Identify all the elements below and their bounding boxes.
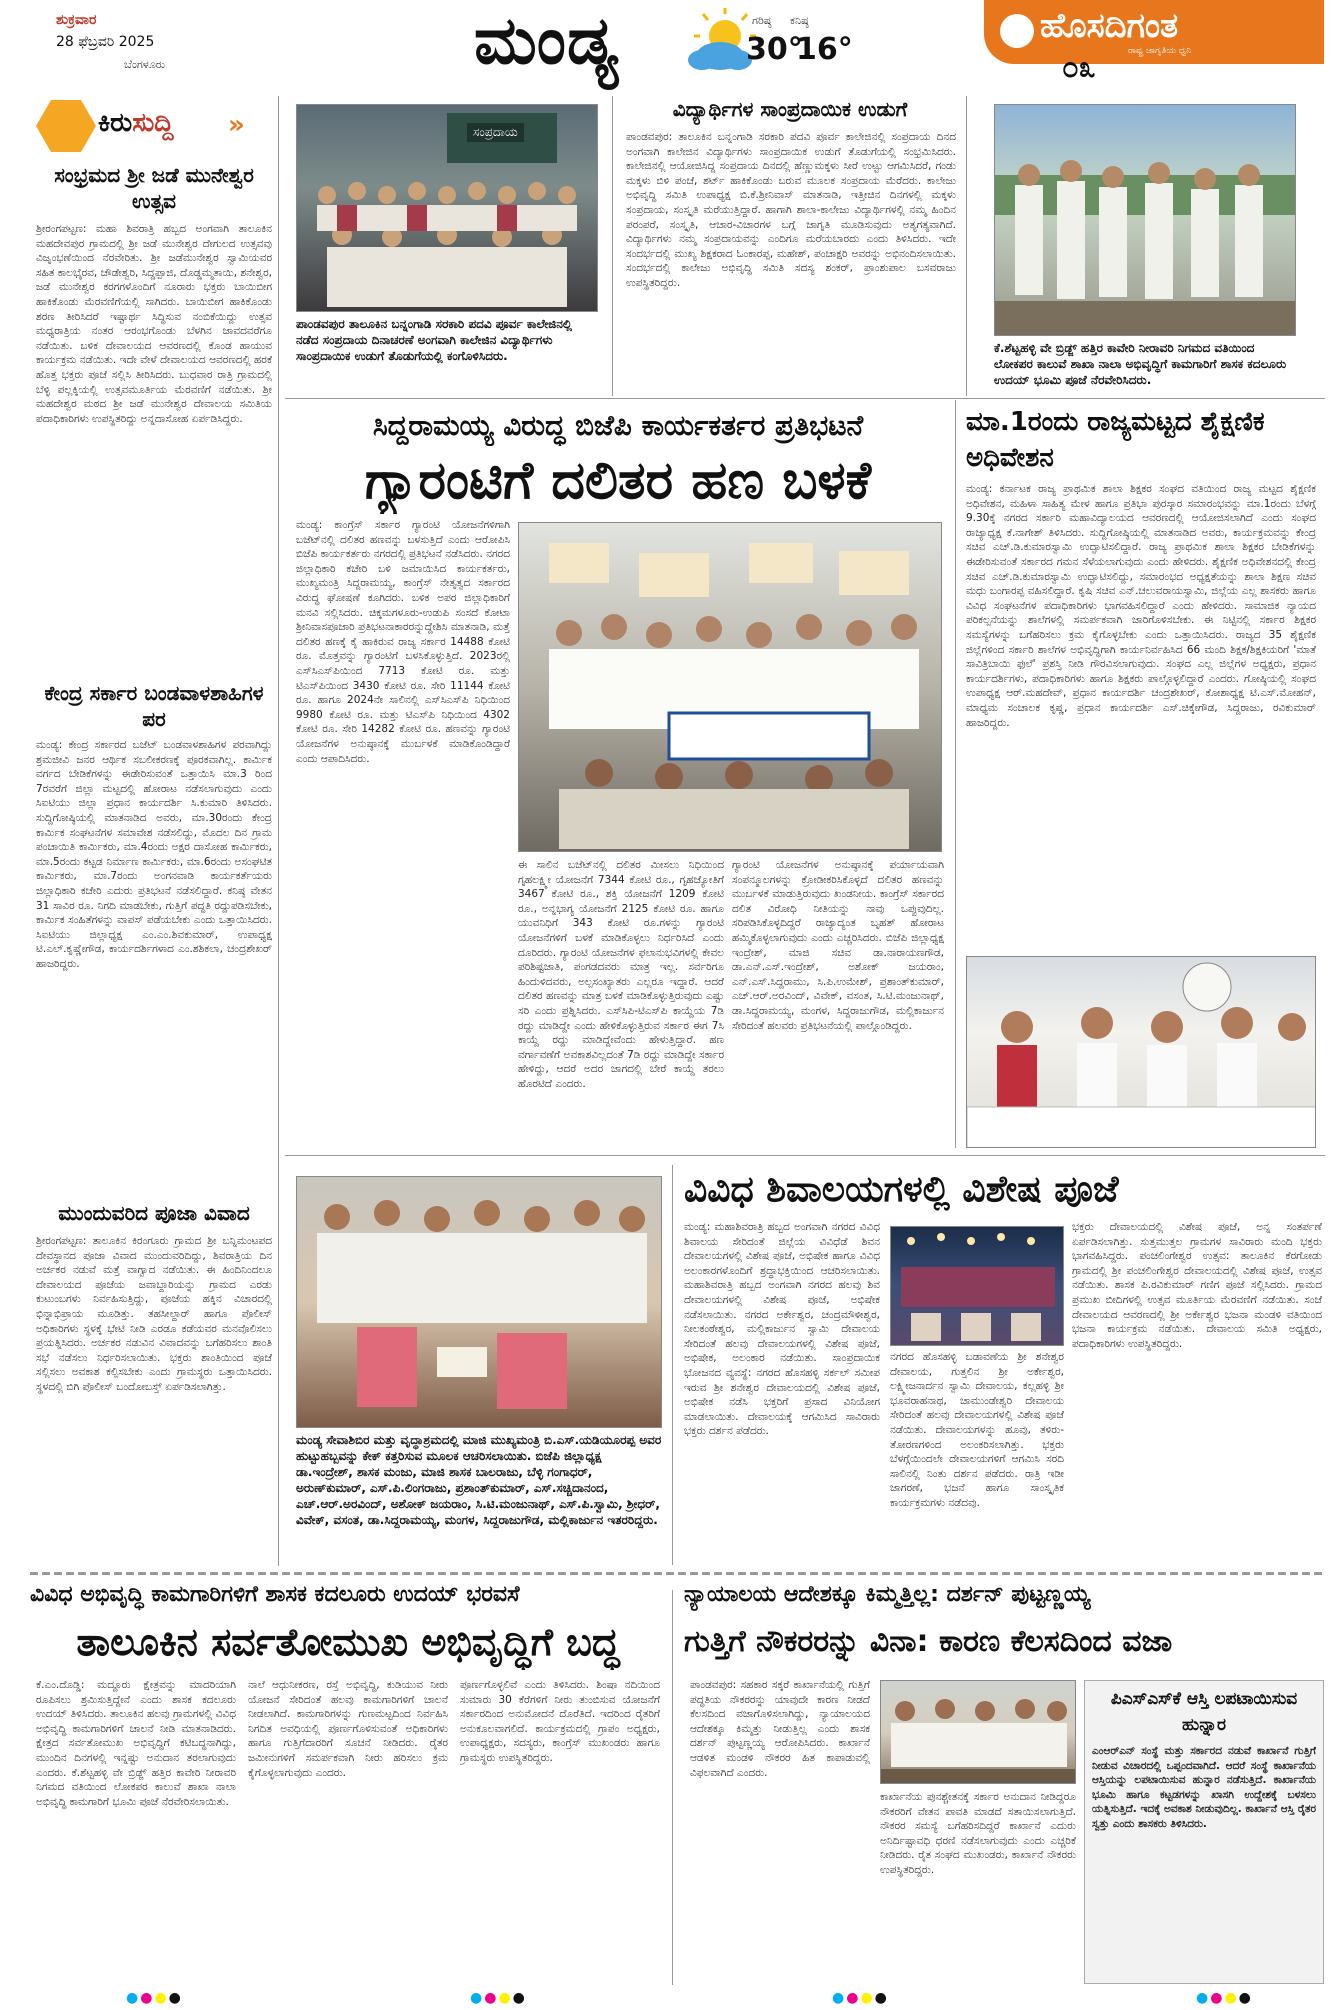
sidebar-box-title: ಪಿಎಸ್‌ಎಸ್‌ಕೆ ಆಸ್ತಿ ಲಪಟಾಯಿಸುವ ಹುನ್ನಾರ — [1110, 1689, 1298, 1735]
registration-dots: ●●●● — [832, 1990, 889, 2006]
column-divider — [278, 96, 279, 1566]
brief-body-1: ಶ್ರೀರಂಗಪಟ್ಟಣ: ಮಹಾ ಶಿವರಾತ್ರಿ ಹಬ್ಬದ ಅಂಗವಾಗಿ ತಾಲೂಕಿನ ಮಹದೇವಪುರ ಗ್ರಾಮದಲ್ಲಿ ಶ್ರೀ ಜಡೆ ಮುನೇಶ್ವರ ದೇಗುಲದ ಉತ್ಸವವು ವಿಜೃಂಭಣೆಯಿಂದ ನೆರವೇರಿತು. ಶ್ರೀ ಜಡೆಮುನೇಶ್ವರ ಸ್ವಾಮಿಯವರ ಸಹಿತ ಕಾಲಭೈರವ, ಚೌಡೇಶ್ವರಿ, ಸಿದ್ದಪ್ಪಾಜಿ, ದೊಡ್ಡಮ್ಮತಾಯಿ, ಶನೇಶ್ವರ, ಜಡೆ ಮುನೇಶ್ವರ ಕರಗಗಳೊಂದಿಗೆ ನೂರಾರು ಭಕ್ತರು ಬಾಯಿಬೀಗ ಹಾಕಿಕೊಂಡು ಮೆರವಣಿಗೆಯಲ್ಲಿ ಸಾಗಿದರು. ಬಾಯಿಬೀಗ ಹಾಕಿಕೊಂಡು ಶರಣ ತೀರಿಸಿದರೆ ಇಷ್ಟಾರ್ಥ ಸಿದ್ಧಿಸುವ ನಂಬಿಕೆಯಿದ್ದು ಉತ್ಸವ ಮಧ್ಯರಾತ್ರಿಯ ನಂತರ ಆರಂಭಗೊಂಡು ಬೆಳಗಿನ ಜಾವದವರೆಗೂ ನಡೆಯಿತು. ಬಳಿಕ ದೇವಾಲಯದ ಆವರಣದಲ್ಲಿ ಕೊಂಡ ಹಾಯುವ ಕಾರ್ಯಕ್ರಮ ನಡೆಯಿತು. ಇದೇ ವೇಳೆ ದೇವಾಲಯದ ಆವರಣದಲ್ಲಿ ಹರಕೆ ಹೊತ್ತ ಭಕ್ತರು ಪೂಜೆ ಸಲ್ಲಿಸಿ ತೀರಿಸಿದರು. ಬುಧವಾರ ರಾತ್ರಿ ಗ್ರಾಮದಲ್ಲಿ ಬೆಳ್ಳಿ ಪಲ್ಲಕ್ಕಿಯಲ್ಲಿ ಉತ್ಸವಮೂರ್ತಿಯ ಮೆರವಣಿಗೆ ನಡೆಯಿತು. ಶ್ರೀ ಮಹದೇಶ್ವರ ಮಠದ ಶ್ರೀ ಜಡೆ ಮುನೇಶ್ವರ ದೇವಾಲಯ ಸಮಿತಿಯ ಪದಾಧಿಕಾರಿಗಳು ಉಪಸ್ಥಿತರಿದ್ದು ಅನ್ನದಾಸೋಹ ಏರ್ಪಡಿಸಿದ್ದರು. — [36, 223, 272, 425]
brand-tagline: ರಾಷ್ಟ್ರ ಜಾಗೃತಿಯ ಧ್ವನಿ — [1128, 46, 1192, 56]
development-story-headline: ತಾಲೂಕಿನ ಸರ್ವತೋಮುಖ ಅಭಿವೃದ್ಧಿಗೆ ಬದ್ಧ — [76, 1620, 620, 1664]
workers-story-headline: ಗುತ್ತಿಗೆ ನೌಕರರನ್ನು ವಿನಾ: ಕಾರಣ ಕೆಲಸದಿಂದ ವಜಾ — [684, 1624, 1173, 1659]
development-story-kicker: ವಿವಿಧ ಅಭಿವೃದ್ಧಿ ಕಾಮಗಾರಿಗಳಿಗೆ ಶಾಸಕ ಕದಲೂರು ಉದಯ್ ಭರವಸೆ — [30, 1582, 520, 1607]
section-divider — [30, 1572, 1325, 1575]
birthday-photo — [296, 1176, 662, 1428]
shiva-story-title: ವಿವಿಧ ಶಿವಾಲಯಗಳಲ್ಲಿ ವಿಶೇಷ ಪೂಜೆ — [684, 1169, 1119, 1210]
min-temp-label: ಕನಿಷ್ಠ — [790, 14, 809, 27]
crowd-illustration — [995, 105, 1296, 336]
kirusuddi-label — [98, 108, 173, 139]
main-story-column-3: ಗ್ಯಾರಂಟಿ ಯೋಜನೆಗಳ ಅನುಷ್ಠಾನಕ್ಕೆ ಪರ್ಯಾಯವಾಗಿ ಸಂಪನ್ಮೂಲಗಳನ್ನು ಕ್ರೋಡೀಕರಿಸಿಕೊಳ್ಳದೆ ದಲಿತರ ಹಣವನ್ನು ಮುರ್ಬಳಕೆ ಮಾಡುತ್ತಿರುವುದು ಖಂಡನೀಯ. ಕಾಂಗ್ರೆಸ್ ಸರ್ಕಾರದ ದಲಿತ ವಿರೋಧಿ ನೀತಿಯನ್ನು ನಾವು ಒಪ್ಪುವುದಿಲ್ಲ. ಸರಿಪಡಿಸಿಕೊಳ್ಳದಿದ್ದರೆ ರಾಜ್ಯಾದ್ಯಂತ ಬೃಹತ್ ಹೋರಾಟ ಹಮ್ಮಿಕೊಳ್ಳಲಾಗುವುದು ಎಂದು ಎಚ್ಚರಿಸಿದರು. ಬಿಜೆಪಿ ಜಿಲ್ಲಾಧ್ಯಕ್ಷ ಇಂದ್ರೇಶ್, ಮಾಜಿ ಸಚಿವ ಡಾ.ನಾರಾಯಣಗೌಡ, ಡಾ.ಎನ್.ಎಸ್.ಇಂದ್ರೇಶ್, ಅಶೋಕ್ ಜಯರಾಂ, ಎನ್.ಎಸ್.ಸಿದ್ದರಾಮು, ಸಿ.ಪಿ.ಉಮೇಶ್, ಪ್ರಶಾಂತ್‌ಕುಮಾರ್, ಎಚ್.ಆರ್.ಅರವಿಂದ್, ವಿವೇಕ್, ವಸಂತ, ಸಿ.ಟಿ.ಮಂಜುನಾಥ್, ಡಾ.ಸಿದ್ದರಾಮಯ್ಯ, ಮಂಗಳ, ಸಿದ್ದರಾಜುಗೌಡ, ಮಲ್ಲಿಕಾರ್ಜುನ ಸೇರಿದಂತೆ ಹಲವರು ಪ್ರತಿಭಟನೆಯಲ್ಲಿ ಪಾಲ್ಗೊಂಡಿದ್ದರು. — [732, 859, 944, 1032]
main-story-column-2: ಈ ಸಾಲಿನ ಬಜೆಟ್‌ನಲ್ಲಿ ದಲಿತರ ಮೀಸಲು ನಿಧಿಯಿಂದ ಗೃಹಲಕ್ಷ್ಮೀ ಯೋಜನೆಗೆ 7344 ಕೋಟಿ ರೂ., ಗೃಹಜ್ಯೋತಿಗೆ 3467 ಕೋಟಿ ರೂ., ಶಕ್ತಿ ಯೋಜನೆಗೆ 1209 ಕೋಟಿ ರೂ., ಅನ್ನಭಾಗ್ಯ ಯೋಜನೆಗೆ 2125 ಕೋಟಿ ರೂ. ಹಾಗೂ ಯುವನಿಧಿಗೆ 343 ಕೋಟಿ ರೂ.ಗಳನ್ನು ಗ್ಯಾರಂಟಿ ಯೋಜನೆಗಳಿಗೆ ಬಳಕೆ ಮಾಡಿಕೊಳ್ಳಲು ನಿರ್ಧರಿಸಿದೆ ಎಂದು ದೂರಿದರು. ಗ್ಯಾರಂಟಿ ಯೋಜನೆಗಳ ಫಲಾನುಭವಿಗಳಲ್ಲಿ ಕೇವಲ ಪರಿಶಿಷ್ಟಜಾತಿ, ಪಂಗಡದವರು ಮಾತ್ರ ಇಲ್ಲ. ಸರ್ವರಿಗೂ ಹಿಂದುಳಿದವರು, ಅಲ್ಪಸಂಖ್ಯಾತರು ಎಲ್ಲರೂ ಇದ್ದಾರೆ. ಆದರೆ ದಲಿತರ ಹಣವನ್ನು ಮಾತ್ರ ಬಳಕೆ ಮಾಡಿಕೊಳ್ಳುತ್ತಿರುವುದು ಎಷ್ಟು ಸರಿ ಎಂದು ಪ್ರಶ್ನಿಸಿದರು. ಎಸ್‌ಸಿಪಿ-ಟಿಎಸ್‌ಪಿ ಕಾಯ್ದೆಯ 7ಡಿ ರದ್ದು ಮಾಡಿದ್ದೇ ಎಂದು ಹೇಳಿಕೊಳ್ಳುತ್ತಿರುವ ಸರ್ಕಾರ ಈಗ 7ಸಿ ಕಾಯ್ದೆ ರದ್ದು ಮಾಡಿದ್ದೇವೆಂದು ಹೇಳುತ್ತಿದ್ದಾರೆ. ಹಣ ವರ್ಗಾವಣೆಗೆ ಅವಕಾಶವಿಲ್ಲದಂತೆ 7ಡಿ ರದ್ದು ಮಾಡಿದ್ದೇ ಸರ್ಕಾರ ಹೇಳಿದ್ದು, ಆದರೆ ಅದರ ಜಾಗದಲ್ಲಿ ಬೇರೆ ಕಾಯ್ದೆ ತರಲು ಹೊರಟಿದೆ ಎಂದರು. — [518, 859, 724, 1090]
shiva-story-column-2: ನಗರದ ಹೊಸಹಳ್ಳಿ ಬಡಾವಣೆಯ ಶ್ರೀ ಶನೇಶ್ವರ ದೇವಾಲಯ, ಗುತ್ತಲಿನ ಶ್ರೀ ಅರ್ಕೇಶ್ವರ, ಲಕ್ಷ್ಮೀಜನಾರ್ದನ ಸ್ವಾಮಿ ದೇವಾಲಯ, ಕಲ್ಲಹಳ್ಳಿ ಶ್ರೀ ಭೂವರಾಹನಾಥ, ಚಾಮುಂಡೇಶ್ವರಿ ದೇವಾಲಯ ಸೇರಿದಂತೆ ಹಲವು ದೇವಾಲಯಗಳಲ್ಲಿ ವಿಶೇಷ ಪೂಜೆ ನಡೆಯಿತು. ದೇವಾಲಯಗಳನ್ನು ಹೂವು, ತಳಿರು-ತೋರಣಗಳಿಂದ ಅಲಂಕರಿಸಲಾಗಿತ್ತು. ಭಕ್ತರು ಬೆಳಗ್ಗೆಯಿಂದಲೇ ದೇವಾಲಯಗಳಿಗೆ ಆಗಮಿಸಿ ಸರದಿ ಸಾಲಿನಲ್ಲಿ ನಿಂತು ದರ್ಶನ ಪಡೆದರು. ರಾತ್ರಿ ಇಡೀ ಜಾಗರಣೆ, ಭಜನೆ ಹಾಗೂ ಸಾಂಸ್ಕೃತಿಕ ಕಾರ್ಯಕ್ರಮಗಳು ನಡೆದವು. — [890, 1351, 1064, 1509]
protest-photo — [518, 522, 942, 852]
birthday-caption: ಮಂಡ್ಯ ಸೇವಾಶಿಬಿರ ಮತ್ತು ವೃದ್ಧಾಶ್ರಮದಲ್ಲಿ ಮಾಜಿ ಮುಖ್ಯಮಂತ್ರಿ ಬಿ.ಎಸ್.ಯಡಿಯೂರಪ್ಪ ಅವರ ಹುಟ್ಟುಹಬ್ಬವನ್ನು ಕೇಕ್ ಕತ್ತರಿಸುವ ಮೂಲಕ ಆಚರಿಸಲಾಯಿತು. ಬಿಜೆಪಿ ಜಿಲ್ಲಾಧ್ಯಕ್ಷ ಡಾ.ಇಂದ್ರೇಶ್, ಶಾಸಕ ಮಂಜು, ಮಾಜಿ ಶಾಸಕ ಬಾಲರಾಜು, ಬೆಳ್ಳಿ ಗಂಗಾಧರ್, ಅರುಣ್‌ಕುಮಾರ್, ಎಸ್.ಪಿ.ಲಿಂಗರಾಜು, ಪ್ರಶಾಂತ್‌ಕುಮಾರ್, ಎಸ್.ಸಚ್ಚಿದಾನಂದ, ಎಚ್.ಆರ್.ಅರವಿಂದ್, ಅಶೋಕ್ ಜಯರಾಂ, ಸಿ.ಟಿ.ಮಂಜುನಾಥ್, ಎಸ್.ಪಿ.ಸ್ವಾಮಿ, ಶ್ರೀಧರ್, ವಿವೇಕ್, ವಸಂತ, ಡಾ.ಸಿದ್ದರಾಮಯ್ಯ, ಮಂಗಳ, ಸಿದ್ದರಾಜುಗೌಡ, ಮಲ್ಲಿಕಾರ್ಜುನ ಇತರರಿದ್ದರು. — [296, 1433, 662, 1527]
development-story-column-1: ಕೆ.ಎಂ.ದೊಡ್ಡಿ: ಮದ್ದೂರು ಕ್ಷೇತ್ರವನ್ನು ಮಾದರಿಯಾಗಿ ರೂಪಿಸಲು ಶ್ರಮಿಸುತ್ತಿದ್ದೇನೆ ಎಂದು ಶಾಸಕ ಕದಲೂರು ಉದಯ್ ತಿಳಿಸಿದರು. ತಾಲೂಕಿನ ಹಲವು ಗ್ರಾಮಗಳಲ್ಲಿ ವಿವಿಧ ಅಭಿವೃದ್ಧಿ ಕಾಮಗಾರಿಗಳಿಗೆ ಚಾಲನೆ ನೀಡಿ ಮಾತನಾಡಿದರು. ಕ್ಷೇತ್ರದ ಸರ್ವತೋಮುಖ ಅಭಿವೃದ್ಧಿಗೆ ಕಟಿಬದ್ಧನಾಗಿದ್ದು, ಮುಂದಿನ ದಿನಗಳಲ್ಲಿ ಇನ್ನಷ್ಟು ಅನುದಾನ ತರಲಾಗುವುದು ಎಂದರು. ಕೆ.ಶೆಟ್ಟಹಳ್ಳಿ ವೇ ಬ್ರಿಡ್ಜ್ ಹತ್ತಿರ ಕಾವೇರಿ ನೀರಾವರಿ ನಿಗಮದ ವತಿಯಿಂದ ಲೋಕಪರ ಕಾಲುವೆ ಶಾಖಾ ನಾಲಾ ಅಭಿವೃದ್ಧಿ ಕಾಮಗಾರಿಗೆ ಭೂಮಿ ಪೂಜೆ ನೆರವೇರಿಸಲಾಯಿತು. — [36, 1679, 236, 1808]
college-story-title: ವಿದ್ಯಾರ್ಥಿಗಳ ಸಾಂಪ್ರದಾಯಿಕ ಉಡುಗೆ — [672, 97, 908, 121]
bhoomi-pooja-photo — [994, 104, 1296, 336]
development-story-column-2: ನಾಲೆ ಆಧುನೀಕರಣ, ರಸ್ತೆ ಅಭಿವೃದ್ಧಿ, ಕುಡಿಯುವ ನೀರು ಯೋಜನೆ ಸೇರಿದಂತೆ ಹಲವು ಕಾಮಗಾರಿಗಳಿಗೆ ಚಾಲನೆ ನೀಡಲಾಗಿದೆ. ಕಾಮಗಾರಿಗಳನ್ನು ಗುಣಮಟ್ಟದಿಂದ ನಿರ್ವಹಿಸಿ ನಿಗದಿತ ಅವಧಿಯಲ್ಲಿ ಪೂರ್ಣಗೊಳಿಸುವಂತೆ ಅಧಿಕಾರಿಗಳು ಹಾಗೂ ಗುತ್ತಿಗೆದಾರರಿಗೆ ಸೂಚನೆ ನೀಡಿದರು. ರೈತರ ಜಮೀನುಗಳಿಗೆ ಸಮರ್ಪಕವಾಗಿ ನೀರು ಹರಿಸಲು ಕ್ರಮ ಕೈಗೊಳ್ಳಲಾಗುವುದು ಎಂದರು. — [248, 1679, 448, 1779]
stage-lights-illustration — [891, 1227, 1064, 1346]
bhoomi-pooja-caption: ಕೆ.ಶೆಟ್ಟಹಳ್ಳಿ ವೇ ಬ್ರಿಡ್ಜ್ ಹತ್ತಿರ ಕಾವೇರಿ ನೀರಾವರಿ ನಿಗಮದ ವತಿಯಿಂದ ಲೋಕಪರ ಕಾಲುವೆ ಶಾಖಾ ನಾಲಾ ಅಭಿವೃದ್ಧಿಗೆ ಕಾಮಗಾರಿಗೆ ಶಾಸಕ ಕದಲೂರು ಉದಯ್ ಭೂಮಿ ಪೂಜೆ ನೆರವೇರಿಸಿದರು. — [994, 341, 1287, 387]
workers-story-column-1: ಪಾಂಡವಪುರ: ಸಹಕಾರ ಸಕ್ಕರೆ ಕಾರ್ಖಾನೆಯಲ್ಲಿ ಗುತ್ತಿಗೆ ಪದ್ಧತಿಯ ನೌಕರರನ್ನು ಯಾವುದೇ ಕಾರಣ ನೀಡದೆ ಕೆಲಸದಿಂದ ವಜಾಗೊಳಿಸಲಾಗಿದ್ದು, ನ್ಯಾಯಾಲಯದ ಆದೇಶಕ್ಕೂ ಕಿಮ್ಮತ್ತು ನೀಡುತ್ತಿಲ್ಲ ಎಂದು ಶಾಸಕ ದರ್ಶನ್ ಪುಟ್ಟಣ್ಣಯ್ಯ ಆರೋಪಿಸಿದರು. ಕಾರ್ಖಾನೆ ಆಡಳಿತ ಮಂಡಳಿ ನೌಕರರ ಹಿತ ಕಾಪಾಡುವಲ್ಲಿ ವಿಫಲವಾಗಿದೆ ಎಂದರು. — [690, 1679, 870, 1779]
meeting-illustration — [881, 1681, 1076, 1784]
brief-title-2: ಕೇಂದ್ರ ಸರ್ಕಾರ ಬಂಡವಾಳಶಾಹಿಗಳ ಪರ — [44, 681, 264, 731]
main-story-kicker: ಸಿದ್ದರಾಮಯ್ಯ ವಿರುದ್ಧ ಬಿಜೆಪಿ ಕಾರ್ಯಕರ್ತರ ಪ್ರತಿಭಟನೆ — [372, 409, 864, 442]
masthead-date: 28 ಫೆಬ್ರವರಿ 2025 — [56, 34, 155, 50]
brief-title-1: ಸಂಭ್ರಮದ ಶ್ರೀ ಜಡೆ ಮುನೇಶ್ವರ ಉತ್ಸವ — [54, 163, 254, 213]
press-meet-illustration — [967, 957, 1316, 1148]
development-story-column-3: ಪೂರ್ಣಗೊಳ್ಳಲಿವೆ ಎಂದು ತಿಳಿಸಿದರು. ಶಿಂಷಾ ನದಿಯಿಂದ ಸುಮಾರು 30 ಕೆರೆಗಳಿಗೆ ನೀರು ತುಂಬಿಸುವ ಯೋಜನೆಗೆ ಸರ್ಕಾರದಿಂದ ಅನುಮೋದನೆ ದೊರೆತಿದೆ. ಇದರಿಂದ ರೈತರಿಗೆ ಅನುಕೂಲವಾಗಲಿದೆ. ಕಾರ್ಯಕ್ರಮದಲ್ಲಿ ಗ್ರಾಪಂ ಅಧ್ಯಕ್ಷರು, ಉಪಾಧ್ಯಕ್ಷರು, ಸದಸ್ಯರು, ಕಾಂಗ್ರೆಸ್ ಮುಖಂಡರು ಹಾಗೂ ಗ್ರಾಮಸ್ಥರು ಉಪಸ್ಥಿತರಿದ್ದರು. — [460, 1679, 660, 1764]
celebration-illustration — [297, 1177, 662, 1428]
protesters-illustration — [519, 523, 942, 852]
sidebar-box-body: ಎಂಆರ್‌ಎನ್ ಸಂಸ್ಥೆ ಮತ್ತು ಸರ್ಕಾರದ ನಡುವೆ ಕಾರ್ಖಾನೆ ಗುತ್ತಿಗೆ ನೀಡುವ ವಿಚಾರದಲ್ಲಿ ಒಪ್ಪಂದವಾಗಿದೆ. ಆದರೆ ಸಂಸ್ಥೆ ಕಾರ್ಖಾನೆಯ ಆಸ್ತಿಯನ್ನು ಲಪಟಾಯಿಸುವ ಹುನ್ನಾರ ನಡೆಸುತ್ತಿದೆ. ಕಾರ್ಖಾನೆಯ ಭೂಮಿ ಹಾಗೂ ಕಟ್ಟಡಗಳನ್ನು ಖಾಸಗಿ ಉದ್ದೇಶಕ್ಕೆ ಬಳಸಲು ಯತ್ನಿಸುತ್ತಿದೆ. ಇದಕ್ಕೆ ಅವಕಾಶ ನೀಡುವುದಿಲ್ಲ. ಕಾರ್ಖಾನೆ ಆಸ್ತಿ ರೈತರ ಸ್ವತ್ತು ಎಂದು ಶಾಸಕರು ತಿಳಿಸಿದರು. — [1092, 1745, 1316, 1830]
kirusuddi-word1: ಕಿರು — [98, 108, 133, 138]
college-story-body: ಪಾಂಡವಪುರ: ತಾಲೂಕಿನ ಬನ್ನಂಗಾಡಿ ಸರಕಾರಿ ಪದವಿ ಪೂರ್ವ ಕಾಲೇಜಿನಲ್ಲಿ ಸಂಪ್ರದಾಯ ದಿನದ ಅಂಗವಾಗಿ ಕಾಲೇಜಿನ ವಿದ್ಯಾರ್ಥಿಗಳು ಸಾಂಪ್ರದಾಯಿಕ ಉಡುಗೆ ತೊಡುಗೆಯಲ್ಲಿ ಸಂಭ್ರಮಿಸಿದರು. ಕಾಲೇಜಿನಲ್ಲಿ ಆಯೋಜಿಸಿದ್ದ ಸಂಪ್ರದಾಯ ದಿನದಲ್ಲಿ ಹೆಣ್ಣುಮಕ್ಕಳು ಸೀರೆ ಉಟ್ಟು ಆಗಮಿಸಿದರೆ, ಗಂಡು ಮಕ್ಕಳು ಬಿಳಿ ಪಂಚೆ, ಶರ್ಟ್ ಹಾಕಿಕೊಂಡು ಬರುವ ಮೂಲಕ ಸಂಪ್ರದಾಯ ಮೆರೆದರು. ಕಾಲೇಜು ಅಭಿವೃದ್ಧಿ ಸಮಿತಿ ಉಪಾಧ್ಯಕ್ಷ ಬಿ.ಕೆ.ಶ್ರೀನಿವಾಸ್ ಮಾತನಾಡಿ, ಇತ್ತೀಚಿನ ದಿನಗಳಲ್ಲಿ ಮಕ್ಕಳು ಸಂಪ್ರದಾಯ, ಸಂಸ್ಕೃತಿ ಮರೆಯುತ್ತಿದ್ದಾರೆ. ಹಾಗಾಗಿ ಶಾಲಾ-ಕಾಲೇಜು ವಿದ್ಯಾರ್ಥಿಗಳಲ್ಲಿ ನಮ್ಮ ಹಿಂದಿನ ಪರಂಪರೆ, ಸಂಸ್ಕೃತಿ, ಆಚಾರ-ವಿಚಾರಗಳ ಬಗ್ಗೆ ಜಾಗೃತಿ ಮೂಡಿಸುವುದು ಅತ್ಯಗತ್ಯವಾಗಿದೆ. ವಿದ್ಯಾರ್ಥಿಗಳು ನಮ್ಮ ಸಂಪ್ರದಾಯವನ್ನು ಎಂದಿಗೂ ಮರೆಯಬಾರದು ಎಂದು ತಿಳಿಸಿದರು. ಇದೇ ಸಂದರ್ಭದಲ್ಲಿ ಮುಖ್ಯ ಶಿಕ್ಷಕರಾದ ಓಂಕಾರಪ್ಪ, ಮಹೇಶ್, ಪಂಚಾಕ್ಷರಿ ಅವರನ್ನು ಅಭಿನಂದಿಸಲಾಯಿತು. ಸಂದರ್ಭದಲ್ಲಿ ಕಾಲೇಜು ಅಭಿವೃದ್ಧಿ ಸಮಿತಿ ಸದಸ್ಯ ಶಂಕರ್, ಪ್ರಾಂಶುಪಾಲ ಬಸವರಾಜು ಉಪಸ್ಥಿತರಿದ್ದರು. — [626, 131, 956, 289]
registration-dots: ●●●● — [1196, 1990, 1253, 2006]
max-temp: 30° — [746, 32, 803, 67]
min-temp: 16° — [796, 32, 853, 67]
column-divider — [672, 1590, 673, 1985]
masthead-title: ಮಂಡ್ಯ — [474, 2, 620, 79]
chevron-right-icon: » — [228, 110, 245, 140]
students-illustration — [297, 105, 598, 312]
workers-story-column-2: ಕಾರ್ಖಾನೆಯ ಪುನಶ್ಚೇತನಕ್ಕೆ ಸರ್ಕಾರ ಅನುದಾನ ನೀಡಿದ್ದರೂ ನೌಕರರಿಗೆ ವೇತನ ಪಾವತಿ ಮಾಡದೆ ಸತಾಯಿಸಲಾಗುತ್ತಿದೆ. ನೌಕರರ ಸಮಸ್ಯೆ ಬಗೆಹರಿಸದಿದ್ದರೆ ಕಾರ್ಖಾನೆ ಎದುರು ಅನಿರ್ದಿಷ್ಟಾವಧಿ ಧರಣಿ ನಡೆಸಲಾಗುವುದು ಎಂದು ಎಚ್ಚರಿಕೆ ನೀಡಿದರು. ರೈತ ಸಂಘದ ಮುಖಂಡರು, ಕಾರ್ಖಾನೆ ನೌಕರರು ಉಪಸ್ಥಿತರಿದ್ದರು. — [880, 1791, 1076, 1876]
registration-dots: ●●●● — [470, 1990, 527, 2006]
college-photo-caption: ಪಾಂಡವಪುರ ತಾಲೂಕಿನ ಬನ್ನಂಗಾಡಿ ಸರಕಾರಿ ಪದವಿ ಪೂರ್ವ ಕಾಲೇಜಿನಲ್ಲಿ ನಡೆದ ಸಂಪ್ರದಾಯ ದಿನಾಚರಣೆ ಅಂಗವಾಗಿ ಕಾಲೇಜಿನ ವಿದ್ಯಾರ್ಥಿಗಳು ಸಾಂಪ್ರದಾಯಿಕ ಉಡುಗೆ ತೊಡುಗೆಯಲ್ಲಿ ಕಂಗೊಳಿಸಿದರು. — [296, 317, 572, 363]
main-story-headline: ಗ್ಯಾರಂಟಿಗೆ ದಲಿತರ ಹಣ ಬಳಕೆ — [364, 451, 872, 511]
max-temp-label: ಗರಿಷ್ಠ — [752, 14, 772, 27]
education-story-title: ಮಾ.1ರಂದು ರಾಜ್ಯಮಟ್ಟದ ಶೈಕ್ಷಣಿಕ ಅಧಿವೇಶನ — [966, 407, 1265, 473]
shiva-story-column-3: ಭಕ್ತರು ದೇವಾಲಯದಲ್ಲಿ ವಿಶೇಷ ಪೂಜೆ, ಅನ್ನ ಸಂತರ್ಪಣೆ ಏರ್ಪಡಿಸಲಾಗಿತ್ತು. ಸುತ್ತಮುತ್ತಲ ಗ್ರಾಮಗಳ ಸಾವಿರಾರು ಮಂದಿ ಭಕ್ತರು ಭಾಗವಹಿಸಿದ್ದರು. ಪಂಚಲಿಂಗೇಶ್ವರ ಉತ್ಸವ: ತಾಲೂಕಿನ ಕೆರಗೋಡು ಗ್ರಾಮದಲ್ಲಿ ಶ್ರೀ ಪಂಚಲಿಂಗೇಶ್ವರ ದೇವಾಲಯದಲ್ಲಿ ವಿಶೇಷ ಪೂಜೆ, ಉತ್ಸವ ನಡೆಯಿತು. ಶಾಸಕ ಪಿ.ರವಿಕುಮಾರ್ ಗಣಿಗ ಪೂಜೆ ಸಲ್ಲಿಸಿದರು. ಗ್ರಾಮದ ಪ್ರಮುಖ ಬೀದಿಗಳಲ್ಲಿ ಉತ್ಸವ ಮೂರ್ತಿಯ ಮೆರವಣಿಗೆ ನಡೆಯಿತು. ಸಂಜೆ ದೇವಾಲಯದ ಆವರಣದಲ್ಲಿ ಶ್ರೀ ಅರ್ಕೇಶ್ವರ ಭಜನಾ ಮಂಡಳಿ ವತಿಯಿಂದ ಭಜನಾ ಕಾರ್ಯಕ್ರಮ ನಡೆಯಿತು. ದೇವಾಲಯ ಸಮಿತಿ ಅಧ್ಯಕ್ಷರು, ಪದಾಧಿಕಾರಿಗಳು ಉಪಸ್ಥಿತರಿದ್ದರು. — [1072, 1221, 1322, 1350]
brief-body-3: ಶ್ರೀರಂಗಪಟ್ಟಣ: ತಾಲೂಕಿನ ಕಿರಂಗೂರು ಗ್ರಾಮದ ಶ್ರೀ ಬನ್ನಿಮಂಟಪದ ದೇವಸ್ಥಾನದ ಪೂಜಾ ವಿವಾದ ಮುಂದುವರಿದಿದ್ದು, ಶಿವರಾತ್ರಿಯ ದಿನ ಅರ್ಚಕರ ನಡುವೆ ಮತ್ತೆ ವಾಗ್ವಾದ ನಡೆಯಿತು. ಈ ಹಿಂದಿನಿಂದಲೂ ದೇವಾಲಯದ ಪೂಜೆಯ ಜವಾಬ್ದಾರಿಯನ್ನು ಗ್ರಾಮದ ಎರಡು ಕುಟುಂಬಗಳು ನಿರ್ವಹಿಸುತ್ತಿದ್ದು, ಪೂಜೆಯ ಹಕ್ಕಿನ ವಿಚಾರದಲ್ಲಿ ಭಿನ್ನಾಭಿಪ್ರಾಯ ಮೂಡಿತ್ತು. ತಹಸೀಲ್ದಾರ್ ಹಾಗೂ ಪೊಲೀಸ್ ಅಧಿಕಾರಿಗಳು ಸ್ಥಳಕ್ಕೆ ಭೇಟಿ ನೀಡಿ ಎರಡೂ ಕಡೆಯವರ ಮನವೊಲಿಸಲು ಪ್ರಯತ್ನಿಸಿದರು. ಅರ್ಚಕರ ನಡುವಿನ ವಿವಾದವನ್ನು ಬಗೆಹರಿಸಲು ಶಾಂತಿ ಸಭೆ ನಡೆಸಲು ನಿರ್ಧರಿಸಲಾಯಿತು. ಭಕ್ತರು ಶಾಂತಿಯಿಂದ ಪೂಜೆ ಸಲ್ಲಿಸಲು ಅವಕಾಶ ಕಲ್ಪಿಸಬೇಕು ಎಂದು ಗ್ರಾಮಸ್ಥರು ಒತ್ತಾಯಿಸಿದರು. ಸ್ಥಳದಲ್ಲಿ ಬಿಗಿ ಪೊಲೀಸ್ ಬಂದೋಬಸ್ತ್ ಏರ್ಪಡಿಸಲಾಗಿತ್ತು. — [36, 1235, 272, 1393]
college-photo — [296, 104, 598, 312]
masthead-place: ಬೆಂಗಳೂರು — [124, 58, 166, 71]
column-divider — [672, 1165, 673, 1565]
workers-story-kicker: ನ್ಯಾಯಾಲಯ ಆದೇಶಕ್ಕೂ ಕಿಮ್ಮತ್ತಿಲ್ಲ: ದರ್ಶನ್ ಪುಟ್ಟಣ್ಣಯ್ಯ — [684, 1582, 1091, 1607]
section-divider — [285, 398, 1325, 399]
masthead-day: ಶುಕ್ರವಾರ — [56, 12, 97, 28]
main-story-column-1: ಮಂಡ್ಯ: ಕಾಂಗ್ರೆಸ್ ಸರ್ಕಾರ ಗ್ಯಾರಂಟಿ ಯೋಜನೆಗಳಿಗಾಗಿ ಬಜೆಟ್‌ನಲ್ಲಿ ದಲಿತರ ಹಣವನ್ನು ಬಳಸುತ್ತಿದೆ ಎಂದು ಆರೋಪಿಸಿ ಬಿಜೆಪಿ ಕಾರ್ಯಕರ್ತರು ನಗರದಲ್ಲಿ ಪ್ರತಿಭಟನೆ ನಡೆಸಿದರು. ನಗರದ ಜಿಲ್ಲಾಧಿಕಾರಿ ಕಚೇರಿ ಬಳಿ ಜಮಾಯಿಸಿದ ಕಾರ್ಯಕರ್ತರು, ಮುಖ್ಯಮಂತ್ರಿ ಸಿದ್ದರಾಮಯ್ಯ, ಕಾಂಗ್ರೆಸ್ ನೇತೃತ್ವದ ಸರ್ಕಾರದ ವಿರುದ್ಧ ಘೋಷಣೆ ಕೂಗಿದರು. ಬಳಿಕ ಅಪರ ಜಿಲ್ಲಾಧಿಕಾರಿಗೆ ಮನವಿ ಸಲ್ಲಿಸಿದರು. ಚಿಕ್ಕಮಗಳೂರು-ಉಡುಪಿ ಸಂಸದೆ ಕೋಟಾ ಶ್ರೀನಿವಾಸಪೂಜಾರಿ ಪ್ರತಿಭಟನಾಕಾರರನ್ನುದ್ದೇಶಿಸಿ ಮಾತನಾಡಿ, ಮತ್ತೆ ದಲಿತರ ಹಣಕ್ಕೆ ಕೈ ಹಾಕಿರುವ ರಾಜ್ಯ ಸರ್ಕಾರ 14488 ಕೋಟಿ ರೂ. ಮೊತ್ತವನ್ನು ಗ್ಯಾರಂಟಿಗೆ ಬಳಸಿಕೊಳ್ಳುತ್ತಿದೆ. 2023ರಲ್ಲಿ ಎಸ್‌ಸಿಎಸ್‌ಪಿಯಿಂದ 7713 ಕೋಟಿ ರೂ. ಮತ್ತು ಟಿಎಸ್‌ಪಿಯಿಂದ 3430 ಕೋಟಿ ರೂ. ಸೇರಿ 11144 ಕೋಟಿ ರೂ. ಹಾಗೂ 2024ನೇ ಸಾಲಿನಲ್ಲಿ ಎಸ್‌ಸಿಎಸ್‌ಪಿ ನಿಧಿಯಿಂದ 9980 ಕೋಟಿ ರೂ. ಮತ್ತು ಟಿಎಸ್‌ಪಿ ನಿಧಿಯಿಂದ 4302 ಕೋಟಿ ರೂ. ಸೇರಿ 14282 ಕೋಟಿ ರೂ. ಹಣವನ್ನು ಗ್ಯಾರಂಟಿ ಯೋಜನೆಗಳ ಅನುಷ್ಠಾನಕ್ಕೆ ಮುರ್ಬಳಕೆ ಮಾಡಿಕೊಂಡಿದ್ದಾರೆ ಎಂದು ಆಪಾದಿಸಿದರು. — [296, 519, 510, 765]
kirusuddi-word2: ಸುದ್ದಿ — [132, 108, 174, 138]
section-divider — [285, 1155, 1325, 1156]
column-divider — [612, 96, 613, 396]
temple-night-photo — [890, 1226, 1064, 1346]
education-story-body: ಮಂಡ್ಯ: ಕರ್ನಾಟಕ ರಾಜ್ಯ ಪ್ರಾಥಮಿಕ ಶಾಲಾ ಶಿಕ್ಷಕರ ಸಂಘದ ವತಿಯಿಂದ ರಾಜ್ಯ ಮಟ್ಟದ ಶೈಕ್ಷಣಿಕ ಅಧಿವೇಶನ, ಮಹಿಳಾ ಸಾಹಿತ್ಯ ಮೇಳ ಹಾಗೂ ಪ್ರತಿಭಾ ಪುರಸ್ಕಾರ ಸಮಾರಂಭವನ್ನು ಮಾ.1ರಂದು ಬೆಳಗ್ಗೆ 9.30ಕ್ಕೆ ನಗರದ ಸರ್ಕಾರಿ ಮಹಾವಿದ್ಯಾಲಯದ ಆವರಣದಲ್ಲಿ ಆಯೋಜಿಸಲಾಗಿದೆ ಎಂದು ಸಂಘದ ರಾಜ್ಯಾಧ್ಯಕ್ಷ ಕೆ.ನಾಗೇಶ್ ತಿಳಿಸಿದರು. ಸುದ್ದಿಗೋಷ್ಠಿಯಲ್ಲಿ ಮಾತನಾಡಿದ ಅವರು, ಕಾರ್ಯಕ್ರಮವನ್ನು ಕೇಂದ್ರ ಸಚಿವ ಎಚ್.ಡಿ.ಕುಮಾರಸ್ವಾಮಿ ಉದ್ಘಾಟಿಸಲಿದ್ದಾರೆ. ರಾಜ್ಯ ಪ್ರಾಥಮಿಕ ಶಾಲಾ ಶಿಕ್ಷಕರ ಬೇಡಿಕೆಗಳನ್ನು ಈಡೇರಿಸುವಂತೆ ಸರ್ಕಾರದ ಗಮನ ಸೆಳೆಯಲಾಗುವುದು ಎಂದು ಹೇಳಿದರು. ಶೈಕ್ಷಣಿಕ ಅಧಿವೇಶನದಲ್ಲಿ ಕೇಂದ್ರ ಸಚಿವ ಎಚ್.ಡಿ.ಕುಮಾರಸ್ವಾಮಿ ಉದ್ಘಾಟಿಸಲಿದ್ದು, ಸಮಾರಂಭದ ಅಧ್ಯಕ್ಷತೆಯನ್ನು ಶಾಲಾ ಶಿಕ್ಷಣ ಸಚಿವ ಮಧು ಬಂಗಾರಪ್ಪ ವಹಿಸಲಿದ್ದಾರೆ. ಕೃಷಿ ಸಚಿವ ಎನ್.ಚಲುವರಾಯಸ್ವಾಮಿ, ಜಿಲ್ಲೆಯ ಎಲ್ಲ ಶಾಸಕರು ಹಾಗೂ ವಿವಿಧ ಸಂಘಟನೆಗಳ ಪದಾಧಿಕಾರಿಗಳು ಭಾಗವಹಿಸಲಿದ್ದಾರೆ ಎಂದು ಹೇಳಿದರು. ಸಾಮಾಜಿಕ ನ್ಯಾಯದ ಪರಿಕಲ್ಪನೆಯನ್ನು ಶಾಲೆಗಳಲ್ಲಿ ಸಮರ್ಪಕವಾಗಿ ಜಾರಿಗೊಳಿಸಬೇಕು. ಈ ನಿಟ್ಟಿನಲ್ಲಿ ಸರ್ಕಾರ ಶಿಕ್ಷಕರ ಸಮಸ್ಯೆಗಳನ್ನು ಬಗೆಹರಿಸಲು ಕ್ರಮ ಕೈಗೊಳ್ಳಬೇಕು ಎಂದು ಒತ್ತಾಯಿಸಿದರು. ರಾಜ್ಯದ 35 ಶೈಕ್ಷಣಿಕ ಜಿಲ್ಲೆಗಳಿಂದ ಸರ್ಕಾರಿ ಶಾಲೆಗಳ ಅಭಿವೃದ್ಧಿಗಾಗಿ ಕಾರ್ಯನಿರ್ವಹಿಸಿದ 66 ಮಂದಿ ಶಿಕ್ಷಕ/ಶಿಕ್ಷಕಿಯರಿಗೆ 'ಮಾತೆ ಸಾವಿತ್ರಿಬಾಯಿ ಫುಲೆ' ಪ್ರಶಸ್ತಿ ನೀಡಿ ಗೌರವಿಸಲಾಗುವುದು. ಸಂಘದ ಎಲ್ಲ ಜಿಲ್ಲೆಗಳ ಅಧ್ಯಕ್ಷರು, ಪ್ರಧಾನ ಕಾರ್ಯದರ್ಶಿಗಳು, ಪದಾಧಿಕಾರಿಗಳು ಹಾಗೂ ಶಿಕ್ಷಕರು ಪಾಲ್ಗೊಳ್ಳಲಿದ್ದಾರೆ ಎಂದರು. ಗೋಷ್ಠಿಯಲ್ಲಿ ಸಂಘದ ಉಪಾಧ್ಯಕ್ಷ ಆರ್.ಮಹದೇವ್, ಪ್ರಧಾನ ಕಾರ್ಯದರ್ಶಿ ಚಂದ್ರಶೇಖರ್, ಕೋಶಾಧ್ಯಕ್ಷ ಟಿ.ಎಸ್.ಮೋಹನ್, ಮಾಧ್ಯಮ ಸಂಚಾಲಕ ಕೃಷ್ಣ, ಪ್ರಧಾನ ಕಾರ್ಯದರ್ಶಿ ಎಸ್.ಚಿಕ್ಕೇಗೌಡ, ಸಿದ್ದರಾಜು, ರವಿಕುಮಾರ್ ಹಾಜರಿದ್ದರು. — [966, 483, 1316, 729]
registration-dots: ●●●● — [126, 1990, 183, 2006]
workers-photo — [880, 1680, 1076, 1784]
brief-body-2: ಮಂಡ್ಯ: ಕೇಂದ್ರ ಸರ್ಕಾರದ ಬಜೆಟ್ ಬಂಡವಾಳಶಾಹಿಗಳ ಪರವಾಗಿದ್ದು ಶ್ರಮಜೀವಿ ಜನರ ಆರ್ಥಿಕ ಸಬಲೀಕರಣಕ್ಕೆ ಪೂರಕವಾಗಿಲ್ಲ. ಕಾರ್ಮಿಕ ವರ್ಗದ ಬೇಡಿಕೆಗಳನ್ನು ಈಡೇರಿಸುವಂತೆ ಒತ್ತಾಯಿಸಿ ಮಾ.3 ರಿಂದ 7ರವರೆಗೆ ಜಿಲ್ಲಾ ಮಟ್ಟದಲ್ಲಿ ಹೋರಾಟ ನಡೆಸಲಾಗುವುದು ಎಂದು ಸಿಐಟಿಯು ಜಿಲ್ಲಾ ಪ್ರಧಾನ ಕಾರ್ಯದರ್ಶಿ ಸಿ.ಕುಮಾರಿ ತಿಳಿಸಿದರು. ಸುದ್ದಿಗೋಷ್ಠಿಯಲ್ಲಿ ಮಾತನಾಡಿದ ಅವರು, ಮಾ.30ರಂದು ಕೇಂದ್ರ ಕಾರ್ಮಿಕ ಸಂಘಟನೆಗಳ ಸಮಾವೇಶ ನಡೆಸಲಿದ್ದು, ಮೊದಲ ದಿನ ಗ್ರಾಮ ಪಂಚಾಯಿತಿ ಕಾರ್ಮಿಕರು, ಮಾ.4ರಂದು ಅಕ್ಷರ ದಾಸೋಹ ಕಾರ್ಮಿಕರು, ಮಾ.5ರಂದು ಕಟ್ಟಡ ನಿರ್ಮಾಣ ಕಾರ್ಮಿಕರು, ಮಾ.6ರಂದು ಅಸಂಘಟಿತ ಕಾರ್ಮಿಕರು, ಮಾ.7ರಂದು ಅಂಗನವಾಡಿ ಕಾರ್ಯಕರ್ತೆಯರು ಜಿಲ್ಲಾಧಿಕಾರಿ ಕಚೇರಿ ಎದುರು ಪ್ರತಿಭಟನೆ ನಡೆಸಲಿದ್ದಾರೆ. ಕನಿಷ್ಠ ವೇತನ 31 ಸಾವಿರ ರೂ. ನಿಗದಿ ಮಾಡಬೇಕು, ಗುತ್ತಿಗೆ ಪದ್ಧತಿ ರದ್ದುಪಡಿಸಬೇಕು, ಕಾರ್ಮಿಕ ಸಂಹಿತೆಗಳನ್ನು ವಾಪಸ್ ಪಡೆಯಬೇಕು ಎಂದು ಒತ್ತಾಯಿಸಿದರು. ಸಿಐಟಿಯು ಜಿಲ್ಲಾಧ್ಯಕ್ಷ ಎಂ.ಎಂ.ಶಿವಕುಮಾರ್, ಉಪಾಧ್ಯಕ್ಷ ಟಿ.ಎಲ್.ಕೃಷ್ಣೇಗೌಡ, ಕಾರ್ಯದರ್ಶಿಗಳಾದ ಎಂ.ಶಶಿಕಲಾ, ಚಂದ್ರಶೇಖರ್ ಹಾಜರಿದ್ದರು. — [36, 739, 272, 970]
brief-title-3: ಮುಂದುವರಿದ ಪೂಜಾ ವಿವಾದ — [58, 1201, 250, 1225]
brand-name: ಹೊಸದಿಗಂತ — [1040, 6, 1179, 46]
press-meet-photo — [966, 956, 1316, 1148]
column-divider — [966, 96, 967, 396]
photo-board-text: ಸಂಪ್ರದಾಯ — [467, 123, 524, 142]
shiva-story-column-1: ಮಂಡ್ಯ: ಮಹಾಶಿವರಾತ್ರಿ ಹಬ್ಬದ ಅಂಗವಾಗಿ ನಗರದ ವಿವಿಧ ಶಿವಾಲಯ ಸೇರಿದಂತೆ ಜಿಲ್ಲೆಯ ವಿವಿಧೆಡೆ ಶಿವನ ದೇವಾಲಯಗಳಲ್ಲಿ ವಿಶೇಷ ಪೂಜೆ, ಅಭಿಷೇಕ ಹಾಗೂ ವಿವಿಧ ಅಲಂಕಾರಗಳೊಂದಿಗೆ ಶ್ರದ್ಧಾಭಕ್ತಿಯಿಂದ ಆಚರಿಸಲಾಯಿತು. ಮಹಾಶಿವರಾತ್ರಿ ಹಬ್ಬದ ಅಂಗವಾಗಿ ನಗರದ ಹಲವು ಶಿವ ದೇವಾಲಯಗಳಲ್ಲಿ ವಿಶೇಷ ಪೂಜೆ, ಅಭಿಷೇಕ ನಡೆಸಲಾಯಿತು. ನಗರದ ಅರ್ಕೇಶ್ವರ, ಚಂದ್ರಮೌಳೀಶ್ವರ, ನೀಲಕಂಠೇಶ್ವರ, ಮಲ್ಲಿಕಾರ್ಜುನ ಸ್ವಾಮಿ ದೇವಾಲಯ ಸೇರಿದಂತೆ ಹಲವು ದೇವಾಲಯಗಳಲ್ಲಿ ವಿಶೇಷ ಪೂಜೆ, ಅಭಿಷೇಕ, ಅಲಂಕಾರ ನಡೆಯಿತು. ಸಾಂಪ್ರದಾಯಿಕ ಭೋಜನದ ವ್ಯವಸ್ಥೆ: ನಗರದ ಹೊಸಹಳ್ಳಿ ಸರ್ಕಲ್ ಸಮೀಪ ಇರುವ ಶ್ರೀ ಶನೇಶ್ವರ ದೇವಾಲಯದಲ್ಲಿ ವಿಶೇಷ ಪೂಜೆ, ಅಭಿಷೇಕ ನಡೆಸಿ ಭಕ್ತರಿಗೆ ಪ್ರಸಾದ ವಿನಿಯೋಗ ಮಾಡಲಾಯಿತು. ದೇವಾಲಯಕ್ಕೆ ಆಗಮಿಸಿದ ಸಾವಿರಾರು ಭಕ್ತರು ದರ್ಶನ ಪಡೆದರು. — [684, 1221, 880, 1438]
hand-icon — [36, 100, 96, 152]
column-divider — [955, 400, 956, 1148]
page-number: ೦೩ — [1062, 50, 1096, 85]
masthead — [0, 0, 1337, 92]
brand-logo-icon — [1000, 14, 1034, 48]
